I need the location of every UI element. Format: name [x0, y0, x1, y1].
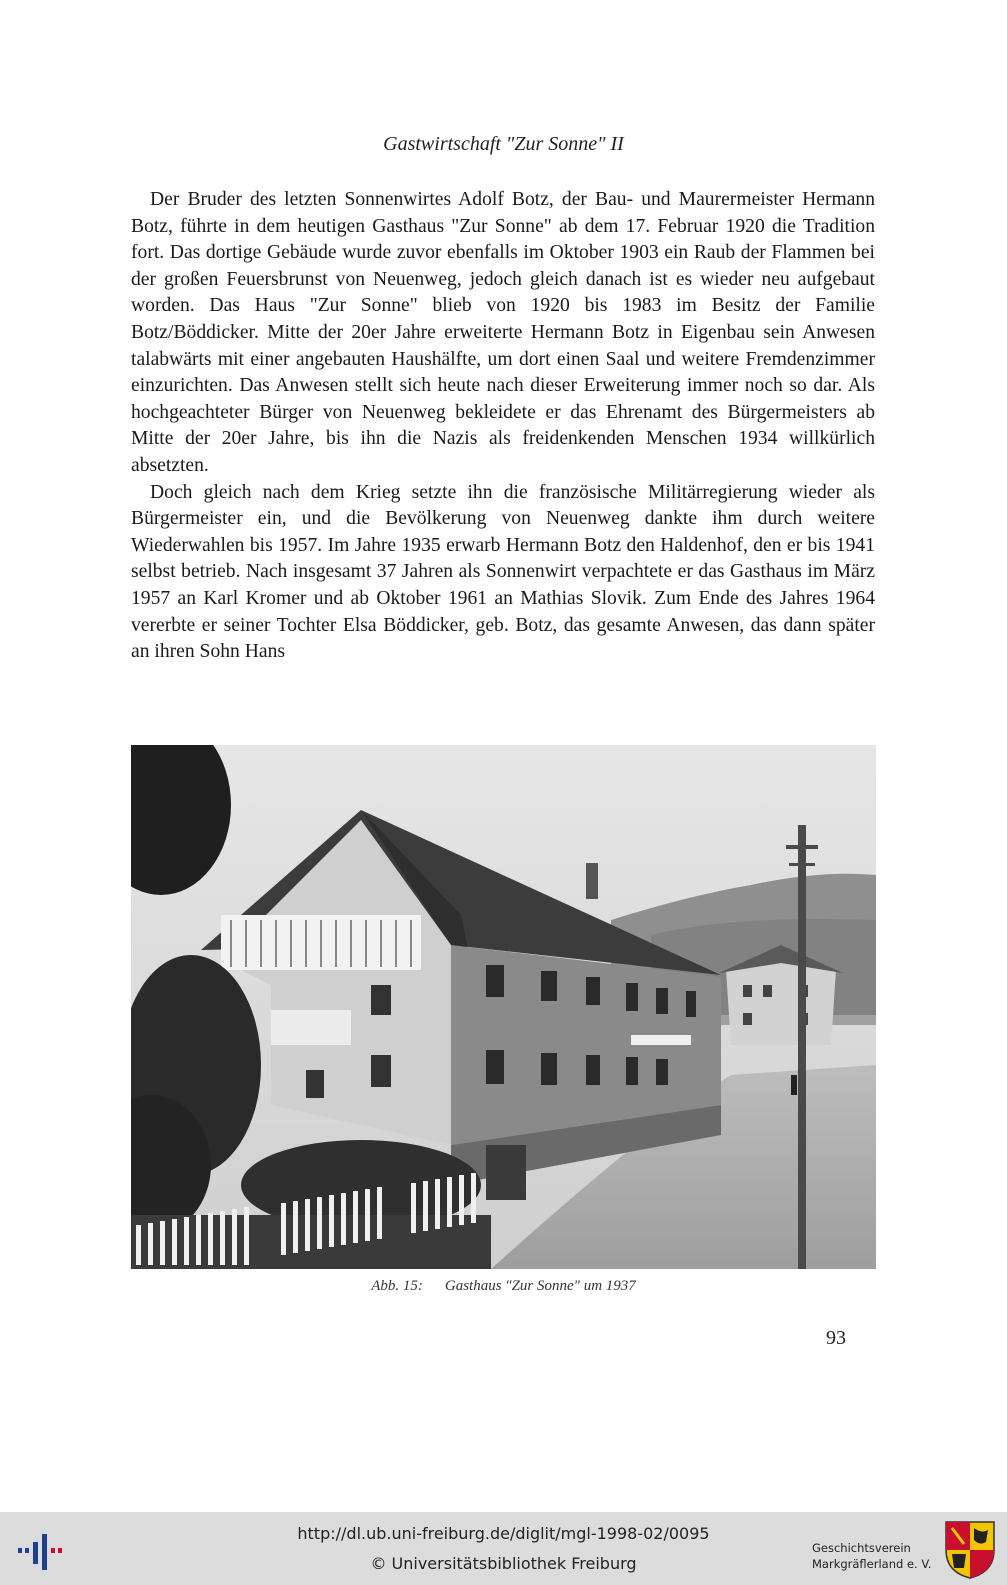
- org-line-2: Markgräflerland e. V.: [812, 1557, 932, 1571]
- paragraph-1: Der Bruder des letzten Sonnenwirtes Adolf Botz, der Bau- und Maurermeister Hermann Botz, führte in dem heutigen Gasthaus "Zur Sonne" ab dem 17. Februar 1920 die Tradition fort. Das dortige Gebäude wurde zuvor ebenfalls im Oktober 1903 ein Raub der Flammen bei der großen Feuersbrunst von Neuenweg, jedoch gleich danach ist es wieder neu aufgebaut worden. Das Haus "Zur Sonne" blieb von 1920 bis 1983 im Besitz der Familie Botz/Böddicker. Mitte der 20er Jahre erweiterte Hermann Botz in Eigenbau sein Anwesen talabwärts mit einer angebauten Haushälfte, um dort einen Saal und weitere Fremdenzimmer einzurichten. Das Anwesen stellt sich heute nach dieser Erweiterung immer noch so dar. Als hochgeachteter Bürger von Neuenweg bekleidete er das Ehrenamt des Bürgermeisters ab Mitte der 20er Jahre, bis ihn die Nazis als freidenkenden Menschen 1934 willkürlich absetzten.: [131, 189, 875, 476]
- caption-label: Abb. 15:: [371, 1278, 423, 1294]
- footer-url-link[interactable]: http://dl.ub.uni-freiburg.de/diglit/mgl-1998-02/0095: [297, 1524, 710, 1543]
- footer-copyright: © Universitätsbibliothek Freiburg: [370, 1554, 637, 1573]
- footer-organization: [812, 1540, 931, 1572]
- article-body: [131, 187, 875, 666]
- footer-bar: [0, 1512, 1007, 1585]
- caption-text: Gasthaus "Zur Sonne" um 1937: [444, 1278, 636, 1294]
- coat-of-arms-icon: [944, 1520, 996, 1580]
- org-line-1: Geschichtsverein: [812, 1541, 911, 1555]
- page-number: 93: [826, 1327, 846, 1349]
- historic-photo-gasthaus: [131, 745, 876, 1269]
- paragraph-2: Doch gleich nach dem Krieg setzte ihn die französische Militärregierung wieder als Bürgermeister ein, und die Bevölkerung von Neuenweg dankte ihm durch weitere Wiederwahlen bis 1957. Im Jahre 1935 erwarb Hermann Botz den Haldenhof, den er bis 1941 selbst betrieb. Nach insgesamt 37 Jahren als Sonnenwirt verpachtete er das Gasthaus im März 1957 an Karl Kromer und ab Oktober 1961 an Mathias Slovik. Zum Ende des Jahres 1964 vererbte er seiner Tochter Elsa Böddicker, geb. Botz, das gesamte Anwesen, das dann später an ihren Sohn Hans: [131, 481, 875, 663]
- figure-caption: [0, 1278, 1007, 1295]
- page-title: Gastwirtschaft "Zur Sonne" II: [383, 133, 624, 155]
